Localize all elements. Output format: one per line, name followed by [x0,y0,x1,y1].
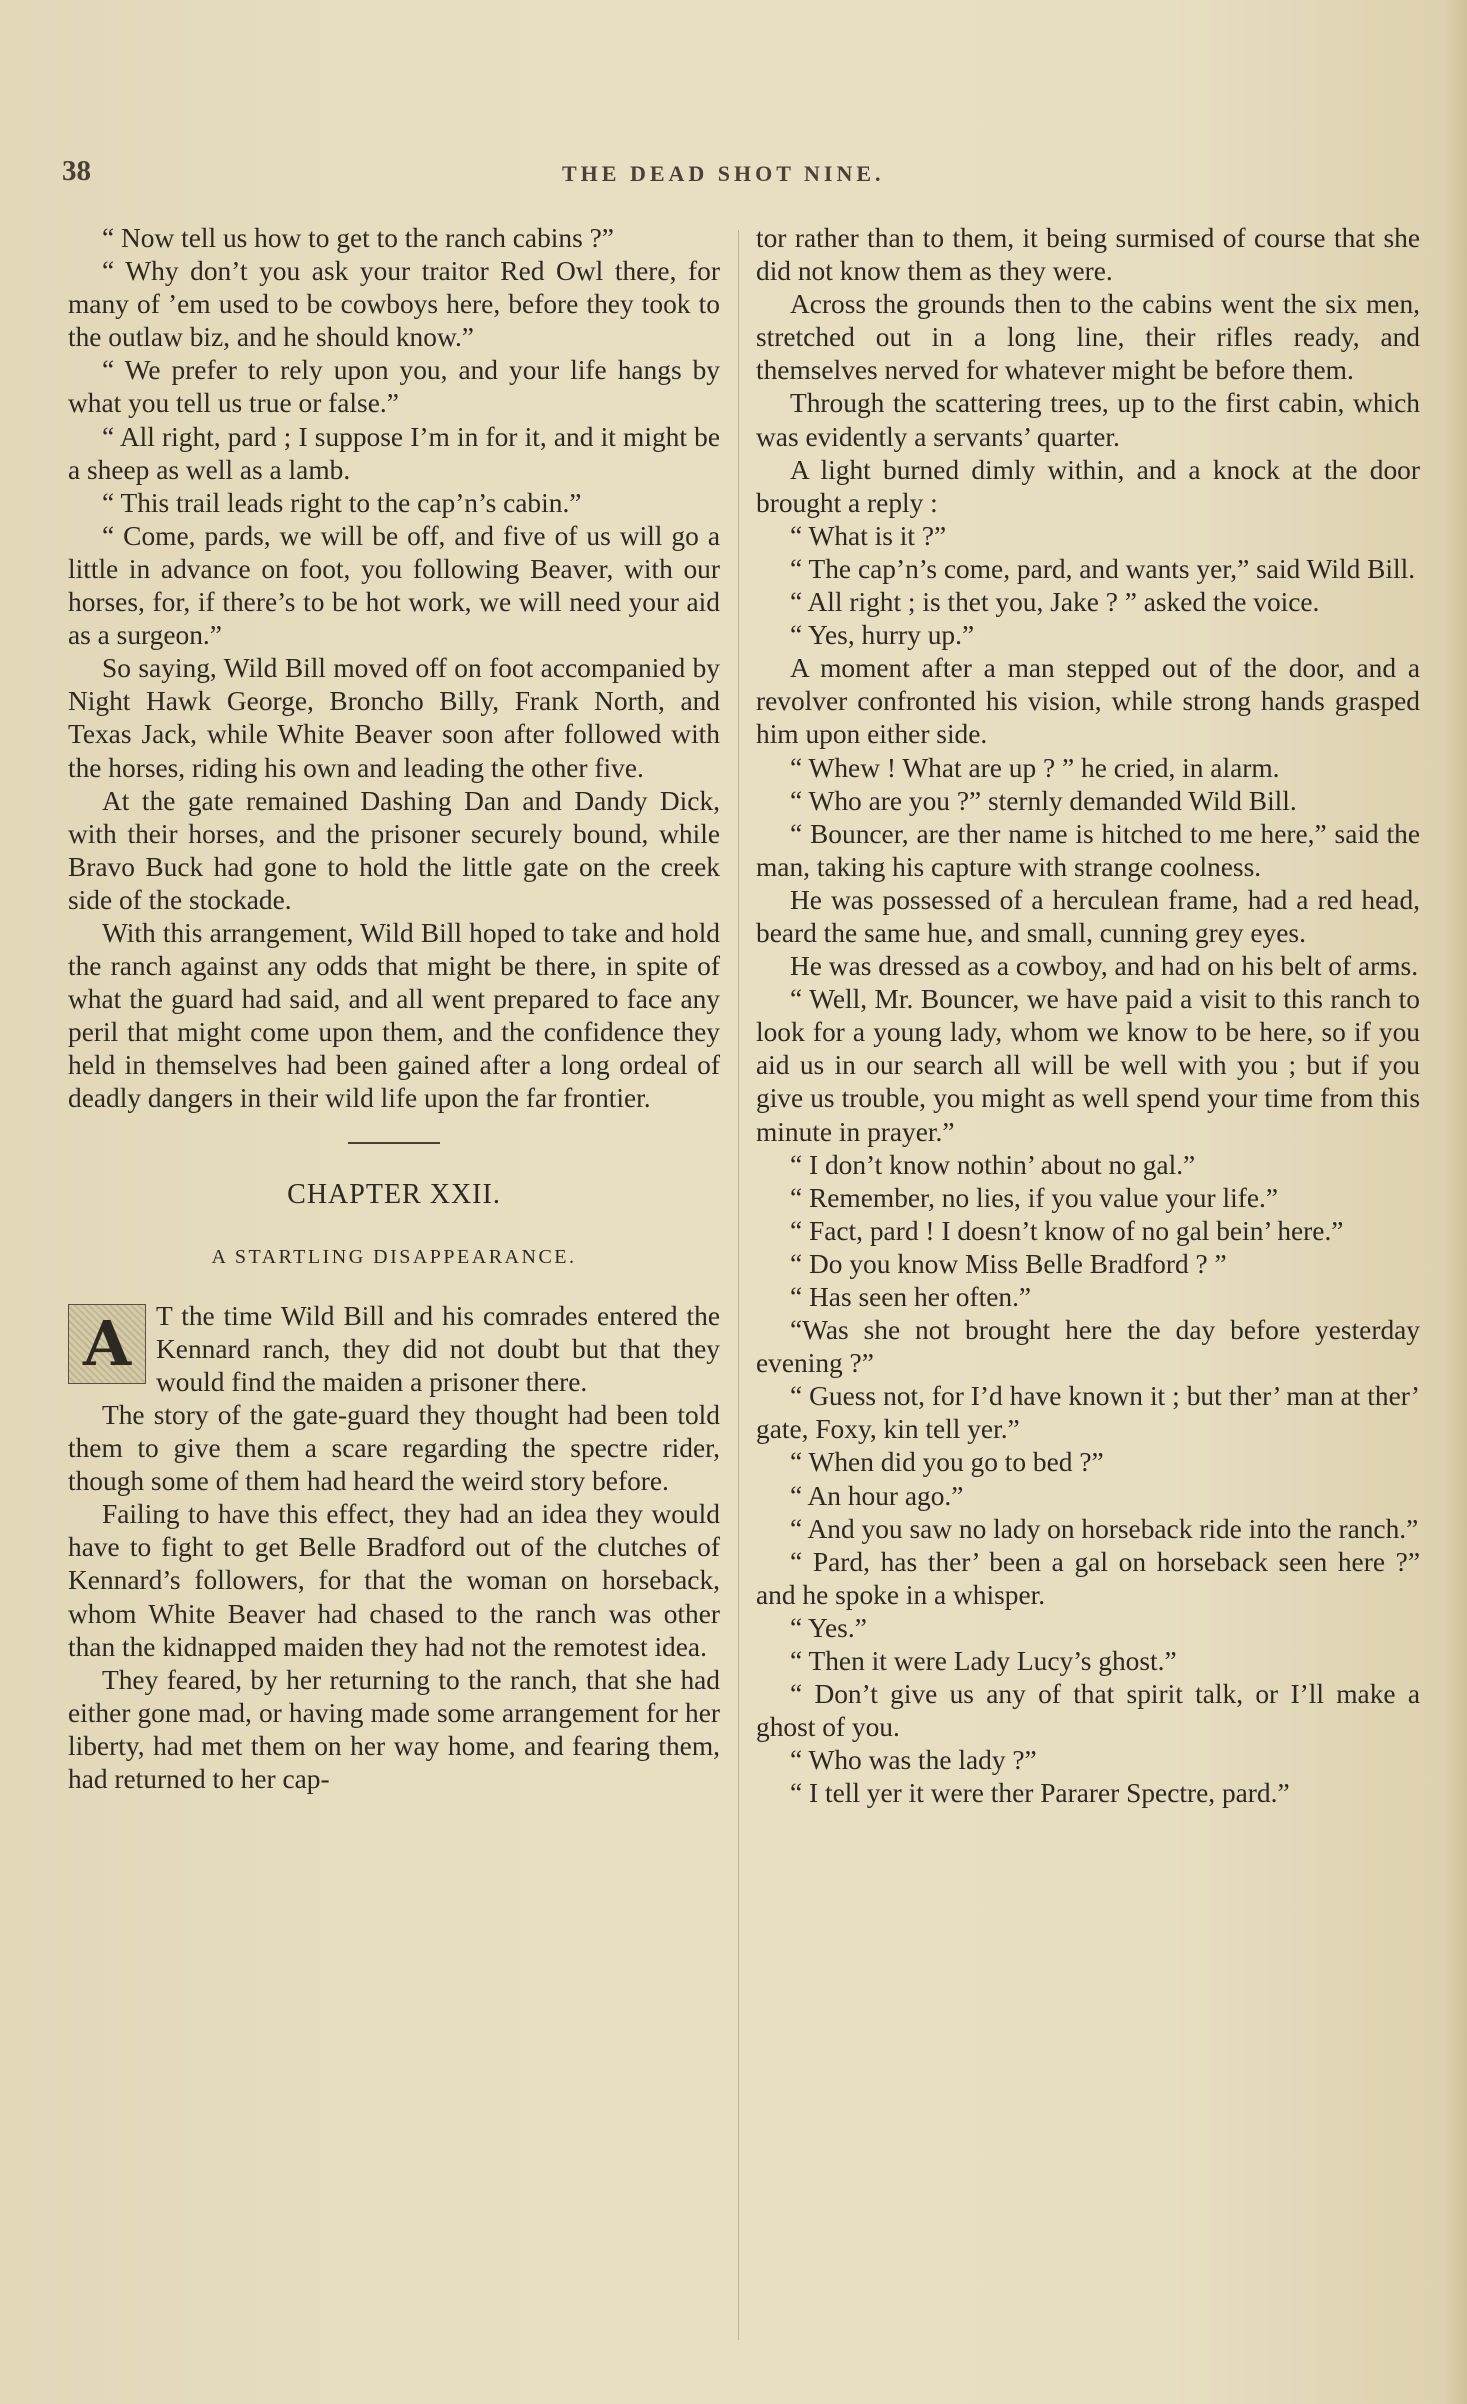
paragraph: “ When did you go to bed ?” [790,1447,1104,1478]
paragraph: “ Yes.” [790,1612,867,1643]
paragraph: “ Who was the lady ?” [790,1745,1037,1776]
opening-text: T the time Wild Bill and his comrades entered the Kennard ranch, they did not doubt but that they would find the maiden a prisoner there. [156,1300,720,1397]
paragraph: “ What is it ?” [790,520,947,551]
paragraph: “ I don’t know nothin’ about no gal.” [790,1149,1196,1180]
paragraph: “ Don’t give us any of that spirit talk, or I’ll make a ghost of you. [756,1679,1420,1743]
running-head: THE DEAD SHOT NINE. [562,161,885,186]
paragraph: “ Guess not, for I’d have known it ; but ther’ man at ther’ gate, Foxy, kin tell yer.” [756,1381,1420,1445]
page-edge [1445,0,1467,2404]
left-column [68,222,720,1796]
paragraph: Failing to have this effect, they had an idea they would have to fight to get Belle Bradford out of the clutches of Kennard’s followers, for that the woman on horseback, whom White Beaver had chased to the ranch was other than the kidnapped maiden they had not the remotest idea. [68,1499,720,1662]
page-header [62,155,1392,195]
paragraph: Across the grounds then to the cabins went the six men, stretched out in a long line, their rifles ready, and themselves nerved for whatever might be before them. [756,289,1420,386]
paragraph: “ Remember, no lies, if you value your life.” [790,1182,1278,1213]
chapter-title: CHAPTER XXII. [287,1178,501,1210]
paragraph: “ This trail leads right to the cap’n’s cabin.” [102,487,582,518]
paragraph: So saying, Wild Bill moved off on foot accompanied by Night Hawk George, Broncho Billy, Frank North, and Texas Jack, while White Beaver soon after followed with the horses, riding his own and leading the other five. [68,653,720,783]
paragraph: Through the scattering trees, up to the first cabin, which was evidently a servants’ quarter. [756,388,1420,452]
paragraph: “ Well, Mr. Bouncer, we have paid a visit to this ranch to look for a young lady, whom we know to be here, so if you aid us in our search all will be well with you ; but if you give us trouble, you might as well spend your time from this minute in prayer.” [756,984,1420,1147]
paragraph: A moment after a man stepped out of the door, and a revolver confronted his vision, while strong hands grasped him upon either side. [756,653,1420,750]
paragraph: “ All right ; is thet you, Jake ? ” asked the voice. [790,587,1320,618]
paragraph: “ Bouncer, are ther name is hitched to me here,” said the man, taking his capture with strange coolness. [756,818,1420,882]
paragraph: With this arrangement, Wild Bill hoped to take and hold the ranch against any odds that might be there, in spite of what the guard had said, and all went prepared to face any peril that might come upon them, and the confidence they held in themselves had been gained after a long ordeal of deadly dangers in their wild life upon the far frontier. [68,917,720,1114]
paragraph: He was possessed of a herculean frame, had a red head, beard the same hue, and small, cunning grey eyes. [756,884,1420,948]
paragraph: “ And you saw no lady on horseback ride into the ranch.” [790,1513,1419,1544]
paragraph: “ I tell yer it were ther Pararer Spectre, pard.” [790,1778,1290,1809]
paragraph: “ An hour ago.” [790,1480,964,1511]
right-column [756,222,1420,1811]
column-divider [738,230,739,2340]
paragraph: “ Has seen her often.” [790,1282,1032,1312]
chapter-subtitle: A STARTLING DISAPPEARANCE. [211,1245,577,1268]
paragraph: tor rather than to them, it being surmised of course that she did not know them as they were. [756,223,1420,287]
paragraph: A light burned dimly within, and a knock at the door brought a reply : [756,454,1420,518]
paragraph: “ Do you know Miss Belle Bradford ? ” [790,1248,1227,1279]
paragraph: “ The cap’n’s come, pard, and wants yer,” said Wild Bill. [790,553,1416,584]
paragraph: “ Come, pards, we will be off, and five of us will go a little in advance on foot, you following Beaver, with our horses, for, if there’s to be hot work, we will need your aid as a surgeon.” [68,520,720,651]
paragraph: He was dressed as a cowboy, and had on his belt of arms. [790,951,1419,982]
paragraph: The story of the gate-guard they thought had been told them to give them a scare regarding the spectre rider, though some of them had heard the weird story before. [68,1400,720,1497]
paragraph: “ We prefer to rely upon you, and your life hangs by what you tell us true or false.” [68,355,720,419]
paragraph: “ All right, pard ; I suppose I’m in for it, and it might be a sheep as well as a lamb. [68,421,720,485]
paragraph: At the gate remained Dashing Dan and Dandy Dick, with their horses, and the prisoner securely bound, while Bravo Buck had gone to hold the little gate on the creek side of the stockade. [68,785,720,915]
drop-cap: A [68,1304,146,1384]
paragraph: “ Whew ! What are up ? ” he cried, in alarm. [790,752,1280,783]
chapter-opening-paragraph [68,1300,720,1399]
paragraph: “ Then it were Lady Lucy’s ghost.” [790,1646,1177,1677]
paragraph: “ Pard, has ther’ been a gal on horseback seen here ?” and he spoke in a whisper. [756,1546,1420,1610]
paragraph: “ Fact, pard ! I doesn’t know of no gal bein’ here.” [790,1215,1344,1246]
paragraph: “ Why don’t you ask your traitor Red Owl there, for many of ’em used to be cowboys here, before they took to the outlaw biz, and he should know.” [68,256,720,353]
paragraph: “Was she not brought here the day before yesterday evening ?” [756,1315,1420,1379]
paragraph: “ Who are you ?” sternly demanded Wild Bill. [790,785,1297,816]
paragraph: “ Now tell us how to get to the ranch cabins ?” [102,223,614,253]
paragraph: They feared, by her returning to the ranch, that she had either gone mad, or having made some arrangement for her liberty, had met them on her way home, and fearing them, had returned to her cap- [68,1664,720,1795]
paragraph: “ Yes, hurry up.” [790,620,975,651]
section-rule [348,1142,440,1144]
page-number: 38 [62,155,91,187]
